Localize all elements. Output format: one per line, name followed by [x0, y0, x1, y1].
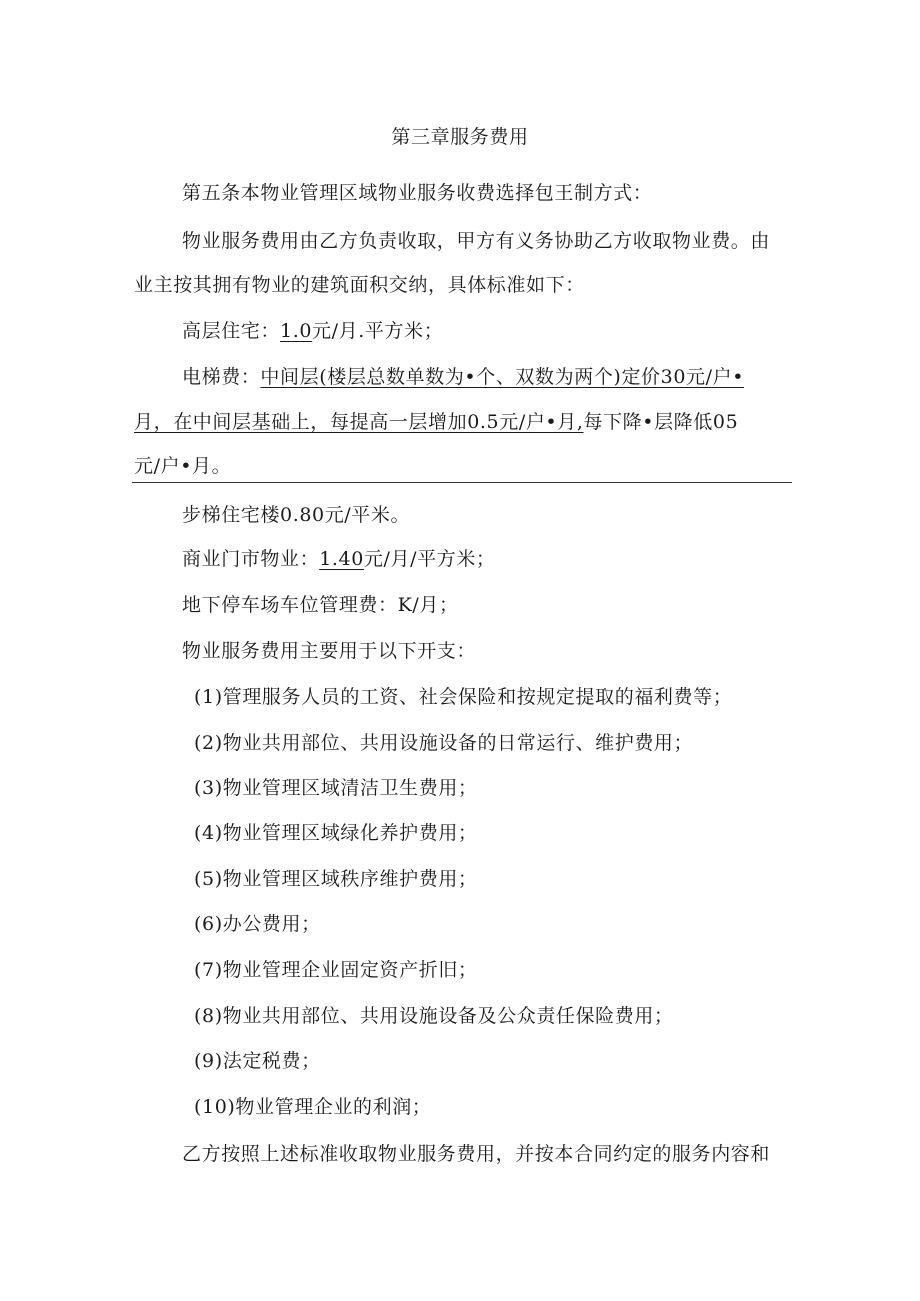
elevator-line-2-tail: 每下降•层降低05: [583, 411, 739, 433]
elevator-label: 电梯费：: [182, 366, 261, 388]
list-item: (6)办公费用；: [194, 913, 321, 935]
list-item: (3)物业管理区域清洁卫生费用；: [194, 777, 478, 799]
commercial-label: 商业门市物业：: [182, 548, 320, 570]
highrise-unit: 元/月.平方米；: [312, 320, 444, 342]
article-5-heading: 第五条本物业管理区域物业服务收费选择包王制方式：: [182, 182, 653, 204]
highrise-price: 1.0: [280, 320, 313, 342]
elevator-fee-line-1: [182, 364, 744, 390]
list-item: (5)物业管理区域秩序维护费用；: [194, 868, 478, 890]
paragraph-1-line-1: 物业服务费用由乙方负责收取，甲方有义务协助乙方收取物业费。由: [182, 230, 771, 252]
chapter-title: 第三章服务费用: [391, 126, 529, 148]
highrise-label: 高层住宅：: [182, 320, 281, 342]
elevator-fee-line-2: [134, 409, 738, 435]
elevator-line-1-underlined: 中间层(楼层总数单数为•个、双数为两个)定价30元/户•: [260, 366, 745, 388]
elevator-fee-line-3: 元/户•月。: [134, 455, 232, 477]
list-item: (4)物业管理区域绿化养护费用；: [194, 822, 478, 844]
commercial-fee: [182, 546, 496, 572]
horizontal-rule: [132, 482, 792, 483]
list-item: (9)法定税费；: [194, 1050, 321, 1072]
commercial-price: 1.40: [319, 548, 364, 570]
list-item: (10)物业管理企业的利润；: [194, 1096, 432, 1118]
parking-fee: 地下停车场车位管理费：K/月；: [182, 594, 459, 616]
list-item: (7)物业管理企业固定资产折旧；: [194, 959, 478, 981]
list-item: (1)管理服务人员的工资、社会保险和按规定提取的福利费等；: [194, 686, 733, 708]
closing-paragraph: 乙方按照上述标准收取物业服务费用，并按本合同约定的服务内容和: [182, 1143, 771, 1165]
highrise-fee: [182, 318, 443, 344]
expense-intro: 物业服务费用主要用于以下开支：: [182, 640, 477, 662]
elevator-line-2-underlined: 月，在中间层基础上，每提高一层增加0.5元/户•月,: [134, 411, 584, 433]
list-item: (2)物业共用部位、共用设施设备的日常运行、维护费用；: [194, 732, 694, 754]
commercial-unit: 元/月/平方米；: [363, 548, 496, 570]
stair-fee: 步梯住宅楼0.80元/平米。: [182, 504, 411, 526]
list-item: (8)物业共用部位、共用设施设备及公众责任保险费用；: [194, 1005, 674, 1027]
paragraph-1-line-2: 业主按其拥有物业的建筑面积交纳，具体标准如下：: [134, 274, 585, 296]
